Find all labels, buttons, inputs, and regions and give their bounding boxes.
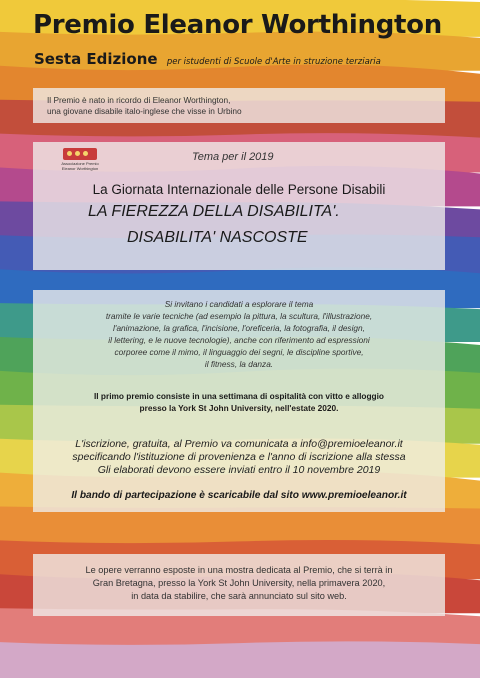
invite-line-4: il lettering, e le nuove tecnologie), anche con riferimento ad espressioni (108, 335, 370, 345)
registration-line-3: Gli elaborati devono essere inviati entro il 10 novembre 2019 (97, 464, 381, 476)
stripe-band (0, 641, 480, 678)
registration-line-1: L'iscrizione, gratuita, al Premio va comunicata a info@premioeleanor.it (75, 438, 403, 450)
page-title: Premio Eleanor Worthington (33, 10, 442, 40)
theme-title-line-2: DISABILITA' NASCOSTE (127, 229, 308, 246)
intro-panel (33, 88, 445, 123)
invite-line-1: Si invitano i candidati a esplorare il tema (164, 299, 314, 309)
stripe-band (0, 507, 480, 546)
edition-line (34, 50, 381, 68)
intro-line-1: Il Premio è nato in ricordo di Eleanor Worthington, (47, 95, 231, 105)
logo-mark-icon (63, 148, 97, 160)
invite-line-2: tramite le varie tecniche (ad esempio la pittura, la scultura, l'illustrazione, (105, 311, 373, 321)
edition-subtitle: per istudenti di Scuole d'Arte in struzione terziaria (166, 57, 381, 67)
prize-line-2: presso la York St John University, nell'estate 2020. (139, 403, 339, 413)
edition-label: Sesta Edizione (34, 50, 158, 68)
registration-line-2: specificando l'istituzione di provenienza e l'anno di iscrizione alla stessa (72, 451, 406, 463)
prize-line-1: Il primo premio consiste in una settimana di ospitalità con vitto e alloggio (94, 391, 384, 401)
footer-line-1: Le opere verranno esposte in una mostra dedicata al Premio, che si terrà in (85, 565, 393, 575)
details-panel (33, 290, 445, 512)
download-notice: Il bando di partecipazione è scaricabile dal sito www.premioeleanor.it (71, 490, 407, 501)
invite-line-5: corporee come il mimo, il linguaggio dei segni, le discipline sportive, (114, 347, 364, 357)
exhibition-panel (33, 554, 445, 616)
footer-line-3: in data da stabilire, che sarà annunciato sul sito web. (131, 591, 347, 601)
theme-title-line-1: LA FIEREZZA DELLA DISABILITA'. (88, 203, 340, 220)
association-logo (60, 148, 100, 171)
intro-line-2: una giovane disabile italo-inglese che visse in Urbino (47, 106, 242, 116)
invite-line-6: il fitness, la danza. (204, 359, 274, 369)
theme-label: Tema per il 2019 (192, 151, 274, 163)
theme-heading: La Giornata Internazionale delle Persone Disabili (92, 182, 386, 197)
logo-line-1: Associazione Premio (61, 161, 99, 166)
invite-line-3: l'animazione, la grafica, l'incisione, l'oreficeria, la fotografia, il design, (113, 323, 365, 333)
footer-line-2: Gran Bretagna, presso la York St John University, nella primavera 2020, (92, 578, 386, 588)
logo-line-2: Eleanor Worthington (61, 166, 99, 171)
